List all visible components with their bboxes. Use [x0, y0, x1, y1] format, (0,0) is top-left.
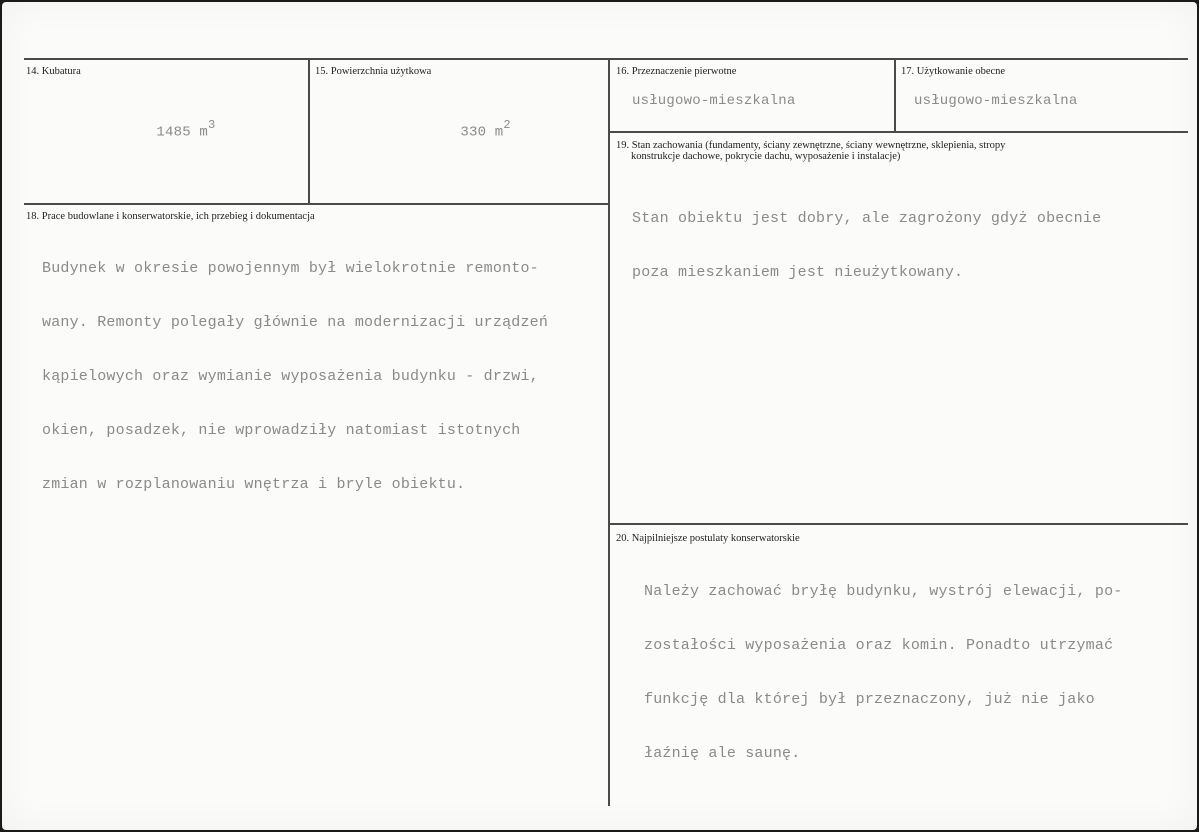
field-20-line: zostałości wyposażenia oraz komin. Ponadto utrzymać — [644, 637, 1114, 654]
field-14-value — [122, 100, 215, 160]
top-rule — [24, 58, 1188, 60]
field-17-label: 17. Użytkowanie obecne — [901, 66, 1006, 77]
field-18-text — [42, 224, 548, 530]
rule-under-16-17 — [609, 131, 1188, 133]
field-16-value: usługowo-mieszkalna — [632, 93, 796, 109]
field-18-line: wany. Remonty polegały głównie na modernizacji urządzeń — [42, 314, 549, 331]
field-18-line: zmian w rozplanowaniu wnętrza i bryle obiektu. — [42, 476, 466, 493]
field-20-line: łaźnię ale saunę. — [644, 745, 801, 762]
field-19-line: Stan obiektu jest dobry, ale zagrożony gdyż obecnie — [632, 210, 1102, 227]
divider-14-15 — [308, 60, 310, 205]
powierzchnia-value: 330 m — [460, 124, 504, 141]
field-14-label: 14. Kubatura — [26, 66, 81, 77]
field-18-line: okien, posadzek, nie wprowadziły natomiast istotnych — [42, 422, 521, 439]
field-18-label: 18. Prace budowlane i konserwatorskie, ich przebieg i dokumentacja — [26, 211, 315, 222]
field-20-line: funkcję dla której był przeznaczony, już nie jako — [644, 691, 1095, 708]
powierzchnia-exponent: 2 — [503, 118, 511, 132]
kubatura-value: 1485 m — [156, 124, 209, 141]
field-19-line: poza mieszkaniem jest nieużytkowany. — [632, 264, 964, 281]
record-card — [2, 2, 1197, 830]
field-18-line: kąpielowych oraz wymianie wyposażenia budynku - drzwi, — [42, 368, 539, 385]
rule-under-14-15 — [24, 203, 609, 205]
field-20-label: 20. Najpilniejsze postulaty konserwatorskie — [616, 533, 800, 544]
field-19-text — [632, 174, 1101, 318]
field-19-label-line: konstrukcje dachowe, pokrycie dachu, wyposażenie i instalacje) — [631, 151, 901, 162]
center-divider — [608, 60, 610, 806]
field-19-label-line: 19. Stan zachowania (fundamenty, ściany zewnętrzne, ściany wewnętrzne, sklepienia, stropy — [616, 140, 1006, 151]
field-18-line: Budynek w okresie powojennym był wielokrotnie remonto- — [42, 260, 539, 277]
divider-16-17 — [894, 60, 896, 133]
field-20-text — [644, 547, 1122, 799]
field-16-label: 16. Przeznaczenie pierwotne — [616, 66, 737, 77]
kubatura-exponent: 3 — [208, 118, 216, 132]
field-19-label — [616, 140, 1005, 162]
field-20-line: Należy zachować bryłę budynku, wystrój elewacji, po- — [644, 583, 1123, 600]
field-15-label: 15. Powierzchnia użytkowa — [315, 66, 432, 77]
field-15-value — [426, 100, 511, 160]
field-17-value: usługowo-mieszkalna — [914, 93, 1078, 109]
rule-above-20 — [609, 523, 1188, 525]
